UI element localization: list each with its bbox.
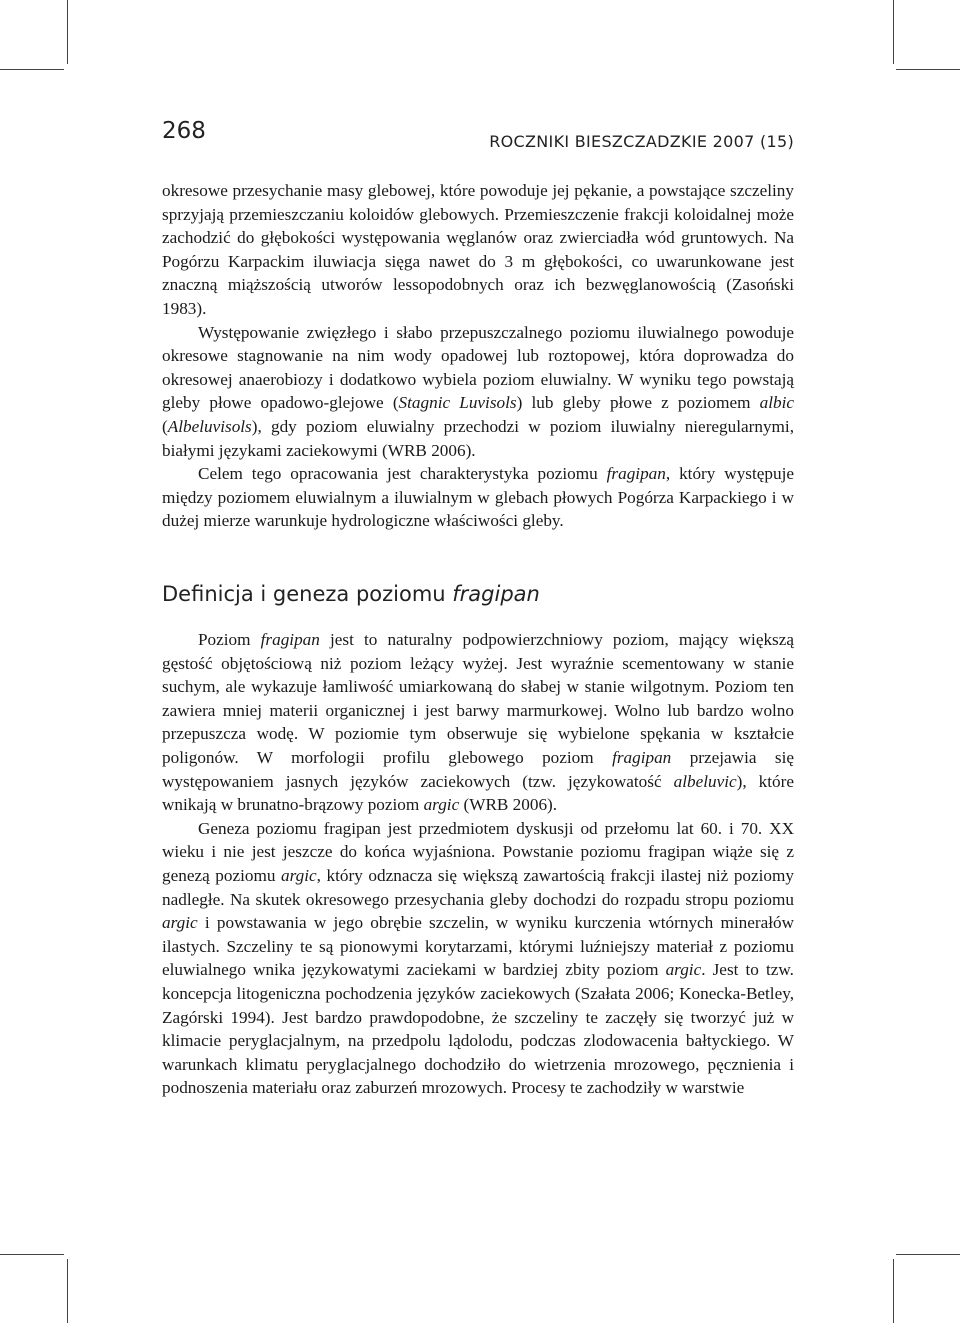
italic-term: albeluvic — [673, 771, 737, 791]
text-run: ) lub gleby płowe z poziomem — [516, 393, 760, 413]
paragraph — [162, 179, 794, 321]
paragraph — [162, 817, 794, 1100]
text-run: i powstawania w jego obrębie szczelin, w wyniku kurczenia wtórnych minerałów ilastych. Szczeliny te są pionowymi korytarzami, którymi luźniejszy materiał z poziomu eluwialnego wnika językowatymi zaciekami w bardziej zbity poziom — [162, 913, 794, 980]
text-run: ), które wnikają w brunatno-brązowy poziom — [162, 771, 794, 815]
text-run: Geneza poziomu fragipan jest przedmiotem dyskusji od przełomu lat 60. i 70. XX wieku i nie jest jeszcze do końca wyjaśniona. Powstanie poziomu fragipan wiąże się z genezą poziomu — [162, 818, 794, 885]
italic-term: fragipan — [606, 464, 666, 484]
italic-term: fragipan — [260, 630, 320, 649]
text-run: (WRB 2006). — [459, 795, 558, 815]
page-number: 268 — [162, 118, 206, 144]
crop-mark — [893, 1259, 894, 1323]
italic-term: Albeluvisols — [167, 416, 252, 436]
italic-term: albic — [759, 393, 794, 413]
text-run: Występowanie zwięzłego i słabo przepuszczalnego poziomu iluwialnego powoduje okresowe stagnowanie na nim wody opadowej lub roztopowej, która doprowadza do okresowej anaerobiozy i dodatkowo wybiela poziom eluwialny. W wyniku tego powstają gleby płowe opadowo-glejowe ( — [162, 322, 794, 413]
body-section-intro — [162, 179, 794, 533]
italic-term: argic — [423, 795, 460, 815]
crop-mark — [893, 0, 894, 64]
text-run: okresowe przesychanie masy glebowej, które powoduje jej pękanie, a powstające szczeliny sprzyjają przemieszczaniu koloidów glebowych. Przemieszczenie frakcji koloidalnej może zachodzić do głębokości występowania węglanów oraz zwierciadła wód gruntowych. Na Pogórzu Karpackim iluwiacja sięga nawet do 3 m głębokości, co uwarunkowane jest znaczną miąższością utworów lessopodobnych oraz ich bezwęglanowością (Zasoński 1983). — [162, 181, 794, 318]
running-head: ROCZNIKI BIESZCZADZKIE 2007 (15) — [489, 132, 794, 151]
text-run: , który występuje między poziomem eluwialnym a iluwialnym w glebach płowych Pogórza Karpackiego i w dużej mierze warunkuje hydrologiczne właściwości gleby. — [162, 464, 794, 531]
page-header — [162, 118, 794, 158]
crop-mark — [896, 69, 960, 70]
paragraph — [162, 462, 794, 533]
crop-mark — [67, 1259, 68, 1323]
section-heading-text: Definicja i geneza poziomu — [162, 582, 453, 606]
crop-mark — [896, 1254, 960, 1255]
text-run: ( — [162, 416, 168, 436]
text-run: , który odznacza się większą zawartością frakcji ilastej niż poziomy nadległe. Na skutek okresowego przesychania gleby dochodzi do rozpadu stropu poziomu — [162, 865, 794, 909]
section-heading-italic: fragipan — [452, 582, 540, 606]
italic-term: argic — [281, 865, 317, 885]
text-run: ), gdy poziom eluwialny przechodzi w poziom iluwialny nieregularnymi, białymi językami zaciekowymi (WRB 2006). — [162, 416, 794, 460]
italic-term: Stagnic Luvisols — [398, 393, 517, 413]
crop-mark — [0, 1254, 64, 1255]
italic-term: fragipan — [612, 747, 672, 767]
body-section-definition — [162, 628, 794, 1100]
text-run: jest to naturalny podpowierzchniowy poziom, mający większą gęstość objętościową niż poziom leżący wyżej. Jest wyraźnie scementowany w stanie suchym, ale wykazuje łamliwość umiarkowaną do słabej w stanie wilgotnym. Poziom ten zawiera mniej materii organicznej i jest barwy marmurkowej. Wolno lub bardzo wolno przepuszcza wodę. W poziomie tym obserwuje się wybielone spękania w kształcie poligonów. W morfologii profilu glebowego poziom — [162, 630, 794, 767]
paragraph — [162, 628, 794, 817]
text-run: . Jest to tzw. koncepcja litogeniczna pochodzenia języków zaciekowych (Szałata 2006; Konecka-Betley, Zagórski 1994). Jest bardzo prawdopodobne, że szczeliny te zaczęły się tworzyć już w klimacie peryglacjalnym, na przedpolu lądolodu, podczas zlodowacenia bałtyckiego. W warunkach klimatu peryglacjalnego dochodziło do wietrzenia mrozowego, pęcznienia i podnoszenia materiału oraz zaburzeń mrozowych. Procesy te zachodziły w warstwie — [162, 960, 794, 1098]
paragraph — [162, 321, 794, 463]
italic-term: argic — [665, 960, 702, 980]
text-run: Poziom — [198, 630, 261, 649]
italic-term: argic — [162, 913, 198, 933]
text-run: przejawia się występowaniem jasnych języków zaciekowych (tzw. językowatość — [162, 747, 794, 791]
crop-mark — [0, 69, 64, 70]
crop-mark — [67, 0, 68, 64]
section-heading — [162, 582, 540, 606]
text-run: Celem tego opracowania jest charakterystyka poziomu — [198, 464, 607, 484]
